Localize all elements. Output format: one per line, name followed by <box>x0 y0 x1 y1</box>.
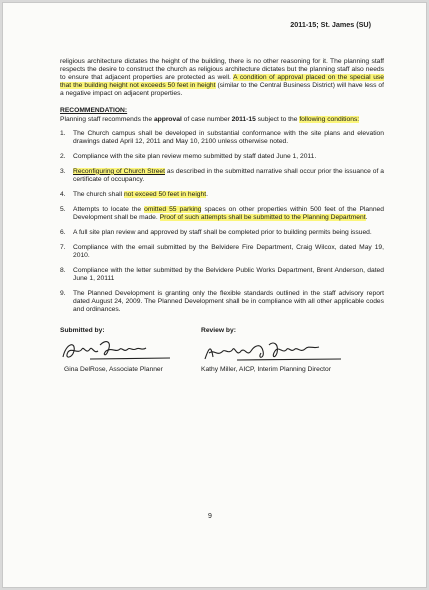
signature-gina-delrose <box>60 337 180 367</box>
signature-block <box>60 327 384 377</box>
condition-text: Compliance with the email submitted by the Belvidere Fire Department, Craig Wilcox, dated May 19, 2010. <box>73 243 384 259</box>
condition-number: 7. <box>60 243 66 251</box>
condition-item <box>60 290 384 314</box>
rec-text: Planning staff recommends the <box>60 115 154 123</box>
rec-approval: approval <box>153 115 182 123</box>
conditions-list <box>60 130 384 315</box>
condition-text-end: . <box>365 213 368 221</box>
condition-number: 3. <box>60 167 66 175</box>
intro-paragraph <box>60 58 384 98</box>
condition-highlight-2: Proof of such attempts shall be submitted to the Planning Department <box>159 213 366 221</box>
condition-highlight: Reconfiguring of Church Street <box>73 167 165 175</box>
signature-kathy-miller <box>201 337 351 367</box>
page-number: 9 <box>208 513 212 520</box>
condition-item <box>60 168 384 184</box>
condition-number: 1. <box>60 129 66 137</box>
condition-number: 4. <box>60 190 66 198</box>
condition-text-end: . <box>206 190 208 198</box>
condition-text: A full site plan review and approved by staff shall be completed prior to building permits being issued. <box>73 228 372 236</box>
intro-text-end: (similar to the Central Business District) will have less of a negative impact on adjacent properties. <box>60 82 385 98</box>
condition-text: The Planned Development is granting only the flexible standards outlined in the staff advisory report dated August 24, 2009. The Planned Development shall be in compliance with all other applicable codes and ordinances. <box>73 290 384 314</box>
document-reference: 2011-15; St. James (SU) <box>290 20 371 29</box>
condition-item <box>60 130 384 146</box>
condition-text: Compliance with the site plan review memo submitted by staff dated June 1, 2011. <box>73 152 317 160</box>
condition-number: 9. <box>60 290 66 297</box>
condition-highlight: omitted 55 parking <box>144 205 202 213</box>
condition-number: 8. <box>60 266 66 274</box>
rec-text-3: subject to the <box>255 115 300 123</box>
condition-text: as described in the submitted narrative shall occur prior the issuance of a certificate of occupancy. <box>73 167 384 183</box>
condition-item <box>60 153 384 161</box>
condition-text: Attempts to locate the <box>73 205 145 213</box>
condition-number: 5. <box>60 205 66 213</box>
condition-text: The Church campus shall be developed in substantial conformance with the site plans and elevation drawings dated April 12, 2011 and May 10, 2100 unless otherwise noted. <box>73 129 384 145</box>
condition-number: 6. <box>60 228 66 236</box>
review-by-label: Review by: <box>201 327 236 335</box>
condition-text-mid: spaces on other properties within 500 feet of the Planned Development shall be made. <box>73 205 384 221</box>
submitted-by-label: Submitted by: <box>60 327 105 335</box>
rec-highlight: following conditions: <box>299 115 360 123</box>
document-body <box>60 58 384 377</box>
rec-text-2: of case number <box>181 115 232 123</box>
intro-highlight: A condition of approval placed on the special use that the building height not exceeds 50 feet in height <box>60 74 384 90</box>
review-by-name: Kathy Miller, AICP, Interim Planning Director <box>201 366 331 374</box>
intro-text: religious architecture dictates the height of the building, there is no other reasoning for it. The planning staff respects the desire to construct the church as religious architecture dictates but the planning staff also needs to ensure that adjacent properties are protected as well. <box>60 58 384 82</box>
condition-text: Compliance with the letter submitted by the Belvidere Public Works Department, Brent Anderson, dated June 1, 20111 <box>73 266 384 283</box>
condition-text: The church shall <box>73 190 124 198</box>
review-by-block <box>201 327 381 374</box>
submitted-by-name: Gina DelRose, Associate Planner <box>64 366 163 374</box>
condition-item <box>60 244 384 260</box>
recommendation-heading: RECOMMENDATION: <box>60 107 128 115</box>
condition-item <box>60 229 384 237</box>
document-page <box>2 2 427 588</box>
condition-number: 2. <box>60 152 66 160</box>
recommendation-paragraph <box>60 116 384 124</box>
rec-case-number: 2011-15 <box>231 115 256 123</box>
submitted-by-block <box>60 327 210 374</box>
condition-item <box>60 191 384 199</box>
condition-item <box>60 206 384 222</box>
condition-highlight: not exceed 50 feet in height <box>123 190 207 198</box>
condition-item <box>60 267 384 283</box>
